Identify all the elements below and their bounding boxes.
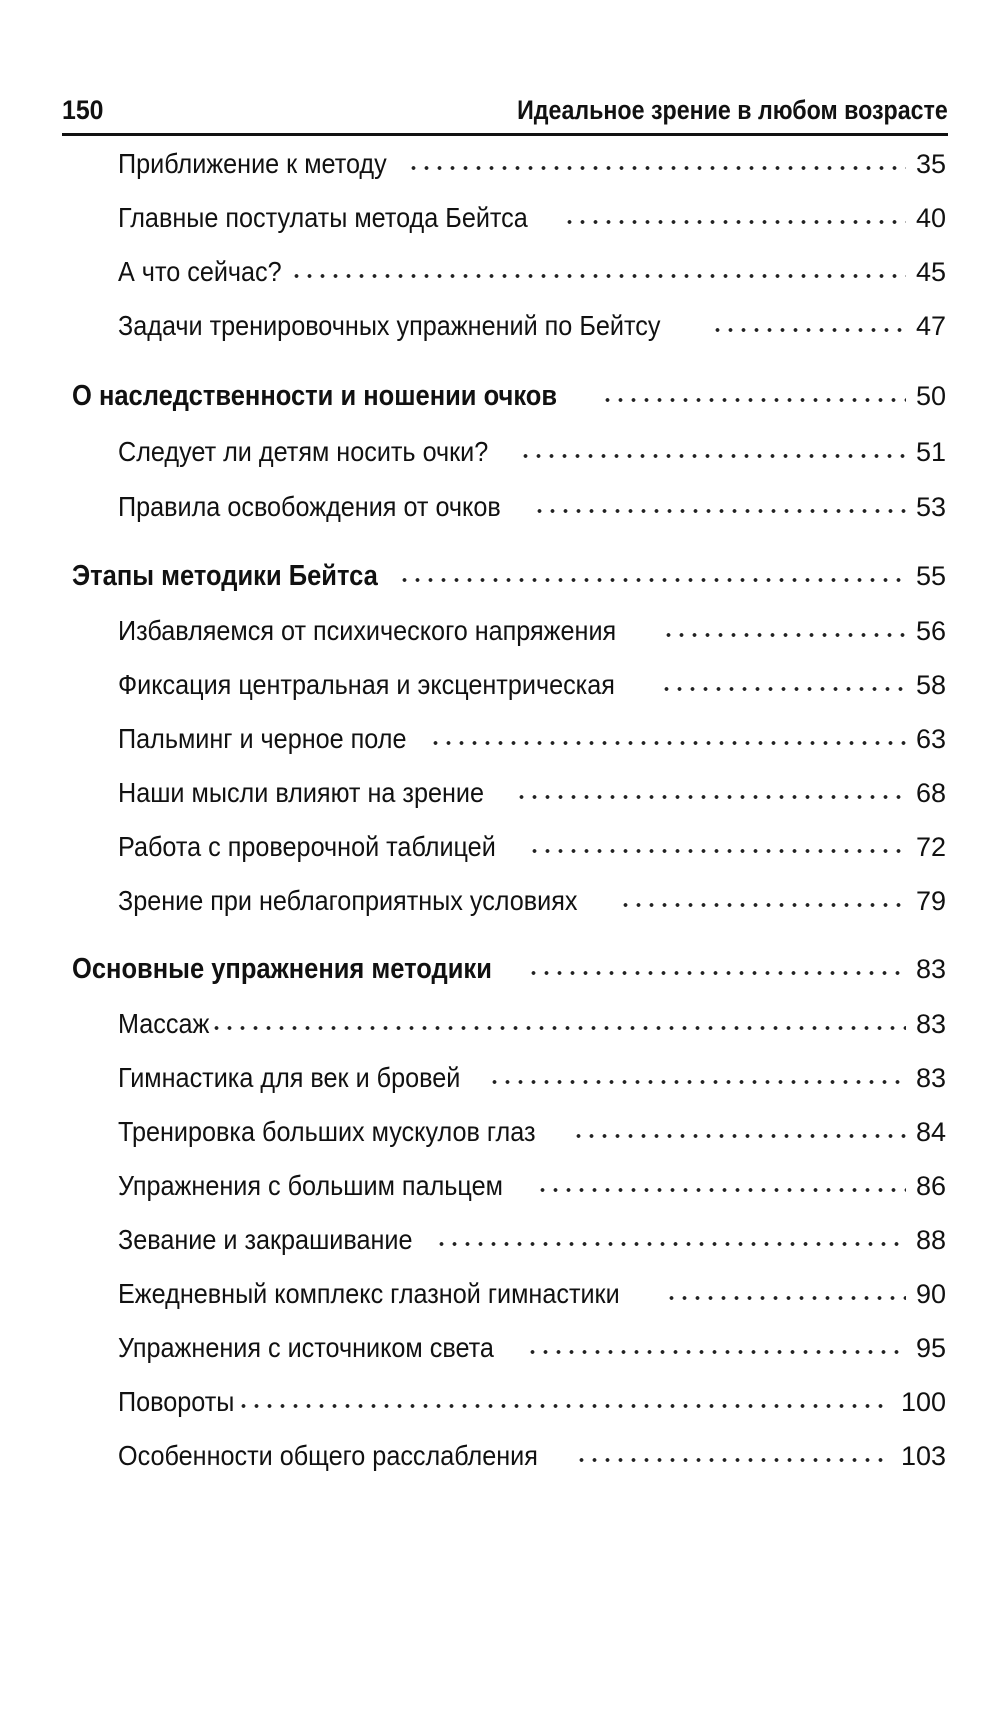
toc-entry-page: 56 bbox=[915, 616, 946, 646]
toc-entry-title: Повороты bbox=[118, 1386, 235, 1417]
toc-entry-page: 100 bbox=[900, 1387, 946, 1417]
toc-entry-page: 72 bbox=[915, 832, 946, 862]
leader-dots bbox=[515, 794, 906, 800]
toc-entry bbox=[118, 491, 946, 523]
toc-entry-page: 86 bbox=[915, 1171, 946, 1201]
page-number: 150 bbox=[62, 95, 104, 125]
toc-entry bbox=[118, 1116, 946, 1148]
toc-entry-page: 63 bbox=[915, 724, 946, 754]
toc-section-entry bbox=[72, 380, 946, 413]
toc-entry-title: Приближение к методу bbox=[118, 148, 387, 179]
toc-entry-page: 83 bbox=[915, 954, 946, 984]
toc-entry-page: 84 bbox=[915, 1117, 946, 1147]
toc-section-title: Этапы методики Бейтса bbox=[72, 560, 378, 592]
toc-entry-title: Гимнастика для век и бровей bbox=[118, 1062, 461, 1093]
toc-entry-page: 68 bbox=[915, 778, 946, 808]
toc-entry-title: Пальминг и черное поле bbox=[118, 723, 407, 754]
toc-entry-page: 53 bbox=[915, 492, 946, 522]
toc-entry-title: Главные постулаты метода Бейтса bbox=[118, 202, 528, 233]
toc-entry bbox=[118, 1062, 946, 1094]
leader-dots bbox=[429, 740, 906, 746]
toc-entry bbox=[118, 1224, 946, 1256]
toc-entry bbox=[118, 723, 946, 755]
toc-entry bbox=[118, 831, 946, 863]
toc-entry bbox=[118, 1170, 946, 1202]
toc-entry bbox=[118, 202, 946, 234]
leader-dots bbox=[290, 273, 906, 279]
toc-entry-page: 35 bbox=[915, 149, 946, 179]
leader-dots bbox=[527, 970, 906, 976]
toc-entry-title: Работа с проверочной таблицей bbox=[118, 831, 496, 862]
toc-entry-page: 58 bbox=[915, 670, 946, 700]
toc-entry bbox=[118, 310, 946, 342]
toc-section-entry bbox=[72, 560, 946, 593]
toc-entry bbox=[118, 1278, 946, 1310]
toc-entry-title: Упражнения с источником света bbox=[118, 1332, 494, 1363]
leader-dots bbox=[575, 1457, 891, 1463]
leader-dots bbox=[572, 1133, 906, 1139]
toc-entry bbox=[118, 1386, 946, 1418]
leader-dots bbox=[237, 1403, 891, 1409]
toc-entry-title: А что сейчас? bbox=[118, 256, 282, 287]
leader-dots bbox=[407, 165, 906, 171]
leader-dots bbox=[563, 219, 906, 225]
leader-dots bbox=[435, 1241, 906, 1247]
toc-entry-page: 51 bbox=[915, 437, 946, 467]
toc-entry-title: Массаж bbox=[118, 1008, 210, 1039]
toc-entry-page: 79 bbox=[915, 886, 946, 916]
toc-entry-page: 95 bbox=[915, 1333, 946, 1363]
leader-dots bbox=[398, 577, 906, 583]
leader-dots bbox=[528, 848, 906, 854]
toc-entry-page: 83 bbox=[915, 1063, 946, 1093]
toc-entry-page: 55 bbox=[915, 561, 946, 591]
toc-entry bbox=[118, 777, 946, 809]
toc-entry-page: 90 bbox=[915, 1279, 946, 1309]
toc-entry-page: 83 bbox=[915, 1009, 946, 1039]
toc-entry bbox=[118, 1440, 946, 1472]
toc-entry-title: Задачи тренировочных упражнений по Бейтсу bbox=[118, 310, 661, 341]
toc-entry bbox=[118, 669, 946, 701]
leader-dots bbox=[711, 327, 906, 333]
toc-entry-page: 103 bbox=[900, 1441, 946, 1471]
toc-entry-title: Избавляемся от психического напряжения bbox=[118, 615, 617, 646]
toc-entry bbox=[118, 256, 946, 288]
leader-dots bbox=[619, 902, 906, 908]
toc-section-title: О наследственности и ношении очков bbox=[72, 380, 558, 412]
toc-entry bbox=[118, 1008, 946, 1040]
toc-entry-title: Фиксация центральная и эксцентрическая bbox=[118, 669, 615, 700]
toc-entry-title: Тренировка больших мускулов глаз bbox=[118, 1116, 536, 1147]
leader-dots bbox=[519, 453, 906, 459]
header-rule bbox=[62, 133, 948, 136]
toc-entry bbox=[118, 148, 946, 180]
toc-entry-page: 45 bbox=[915, 257, 946, 287]
book-title: Идеальное зрение в любом возрасте bbox=[517, 95, 948, 125]
toc-entry-title: Зрение при неблагоприятных условиях bbox=[118, 885, 578, 916]
toc-entry bbox=[118, 1332, 946, 1364]
leader-dots bbox=[662, 632, 906, 638]
toc-entry-page: 50 bbox=[915, 381, 946, 411]
leader-dots bbox=[601, 397, 906, 403]
toc-entry bbox=[118, 615, 946, 647]
toc-entry-title: Ежедневный комплекс глазной гимнастики bbox=[118, 1278, 620, 1309]
toc-section-title: Основные упражнения методики bbox=[72, 953, 492, 985]
running-header bbox=[62, 86, 948, 126]
leader-dots bbox=[488, 1079, 906, 1085]
toc-entry-title: Особенности общего расслабления bbox=[118, 1440, 538, 1471]
toc-section-entry bbox=[72, 953, 946, 986]
toc-entry-title: Зевание и закрашивание bbox=[118, 1224, 413, 1255]
toc-entry-title: Следует ли детям носить очки? bbox=[118, 436, 489, 467]
toc-entry-title: Наши мысли влияют на зрение bbox=[118, 777, 484, 808]
leader-dots bbox=[526, 1349, 906, 1355]
toc-entry-page: 88 bbox=[915, 1225, 946, 1255]
toc-entry bbox=[118, 885, 946, 917]
leader-dots bbox=[536, 1187, 906, 1193]
leader-dots bbox=[533, 508, 906, 514]
toc-entry-page: 47 bbox=[915, 311, 946, 341]
leader-dots bbox=[665, 1295, 906, 1301]
toc-entry-title: Упражнения с большим пальцем bbox=[118, 1170, 503, 1201]
toc-entry-page: 40 bbox=[915, 203, 946, 233]
toc-entry-title: Правила освобождения от очков bbox=[118, 491, 501, 522]
toc-entry bbox=[118, 436, 946, 468]
leader-dots bbox=[210, 1025, 906, 1031]
leader-dots bbox=[660, 686, 906, 692]
